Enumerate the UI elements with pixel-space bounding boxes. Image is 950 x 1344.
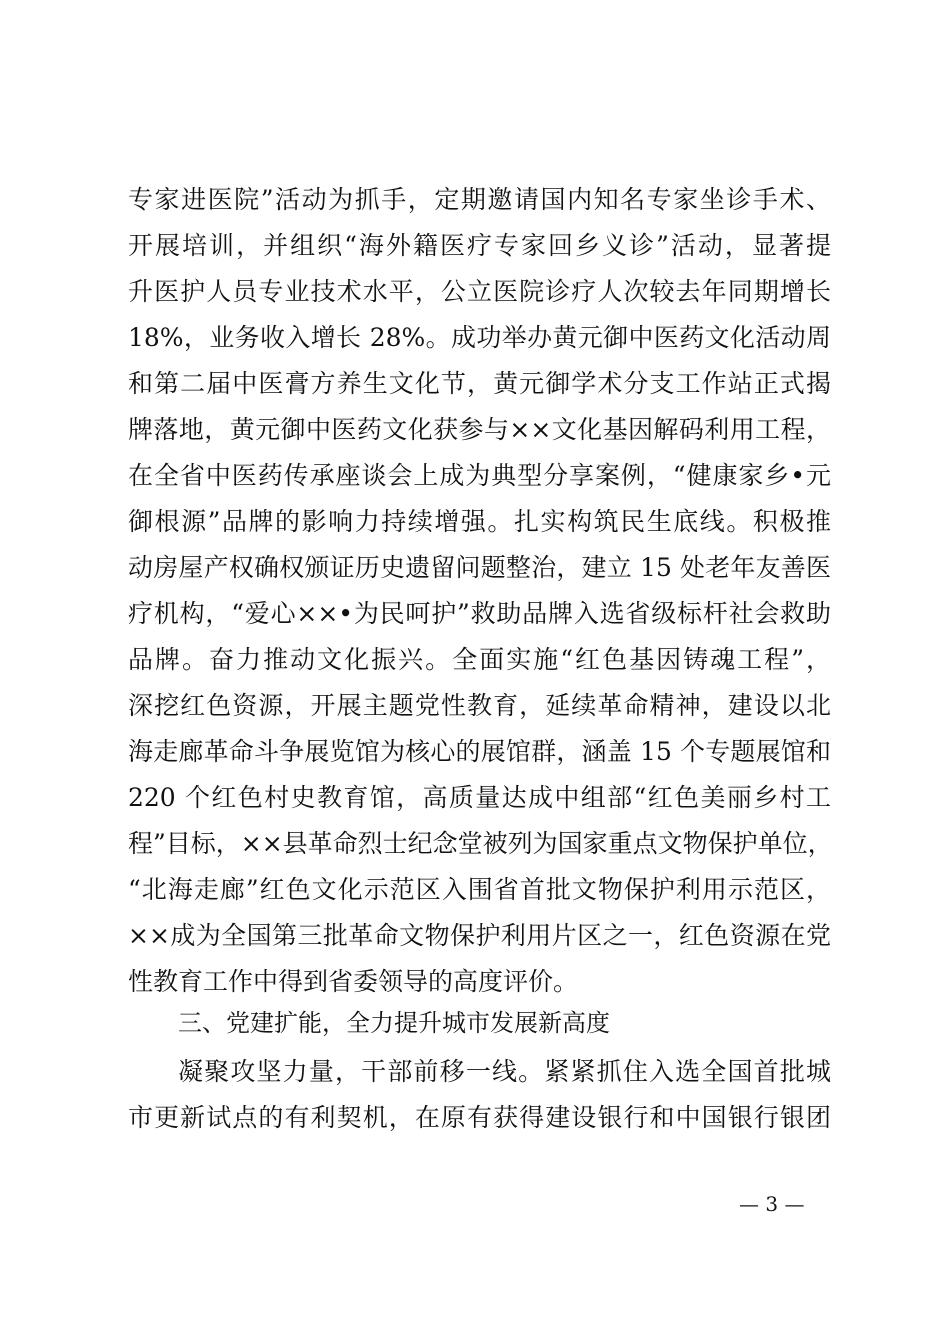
paragraph-line-7: 在全省中医药传承座谈会上成为典型分享案例，“健康家乡•元 <box>128 461 831 490</box>
paragraph-line-4: 18%，业务收入增长 28%。成功举办黄元御中医药文化活动周 <box>128 323 831 352</box>
paragraph-line-3: 升医护人员专业技术水平，公立医院诊疗人次较去年同期增长 <box>128 277 831 306</box>
section-heading: 三、党建扩能，全力提升城市发展新高度 <box>178 1009 610 1037</box>
paragraph-line-17: ××成为全国第三批革命文物保护利用片区之一，红色资源在党 <box>128 921 831 950</box>
paragraph-line-10: 疗机构，“爱心××•为民呵护”救助品牌入选省级标杆社会救助 <box>128 599 831 628</box>
paragraph-line-18: 性教育工作中得到省委领导的高度评价。 <box>128 967 579 996</box>
section-line-1: 凝聚攻坚力量，干部前移一线。紧紧抓住入选全国首批城 <box>178 1057 831 1086</box>
paragraph-line-8: 御根源”品牌的影响力持续增强。扎实构筑民生底线。积极推 <box>128 507 831 536</box>
section-line-2: 市更新试点的有利契机，在原有获得建设银行和中国银行银团 <box>128 1103 831 1132</box>
paragraph-line-6: 牌落地，黄元御中医药文化获参与××文化基因解码利用工程， <box>128 415 831 444</box>
paragraph-line-13: 海走廊革命斗争展览馆为核心的展馆群，涵盖 15 个专题展馆和 <box>128 737 831 766</box>
paragraph-line-16: “北海走廊”红色文化示范区入围省首批文物保护利用示范区， <box>128 875 831 904</box>
paragraph-line-15: 程”目标，××县革命烈士纪念堂被列为国家重点文物保护单位， <box>128 829 833 858</box>
paragraph-line-12: 深挖红色资源，开展主题党性教育，延续革命精神，建设以北 <box>128 691 831 720</box>
paragraph-line-14: 220 个红色村史教育馆，高质量达成中组部“红色美丽乡村工 <box>128 783 831 812</box>
page-number: — 3 — <box>739 1192 805 1216</box>
paragraph-line-2: 开展培训，并组织“海外籍医疗专家回乡义诊”活动，显著提 <box>128 231 831 260</box>
paragraph-line-1: 专家进医院”活动为抓手，定期邀请国内知名专家坐诊手术、 <box>128 185 831 214</box>
paragraph-line-5: 和第二届中医膏方养生文化节，黄元御学术分支工作站正式揭 <box>128 369 831 398</box>
paragraph-line-9: 动房屋产权确权颁证历史遗留问题整治，建立 15 处老年友善医 <box>128 553 831 582</box>
paragraph-line-11: 品牌。奋力推动文化振兴。全面实施“红色基因铸魂工程”， <box>128 645 831 674</box>
